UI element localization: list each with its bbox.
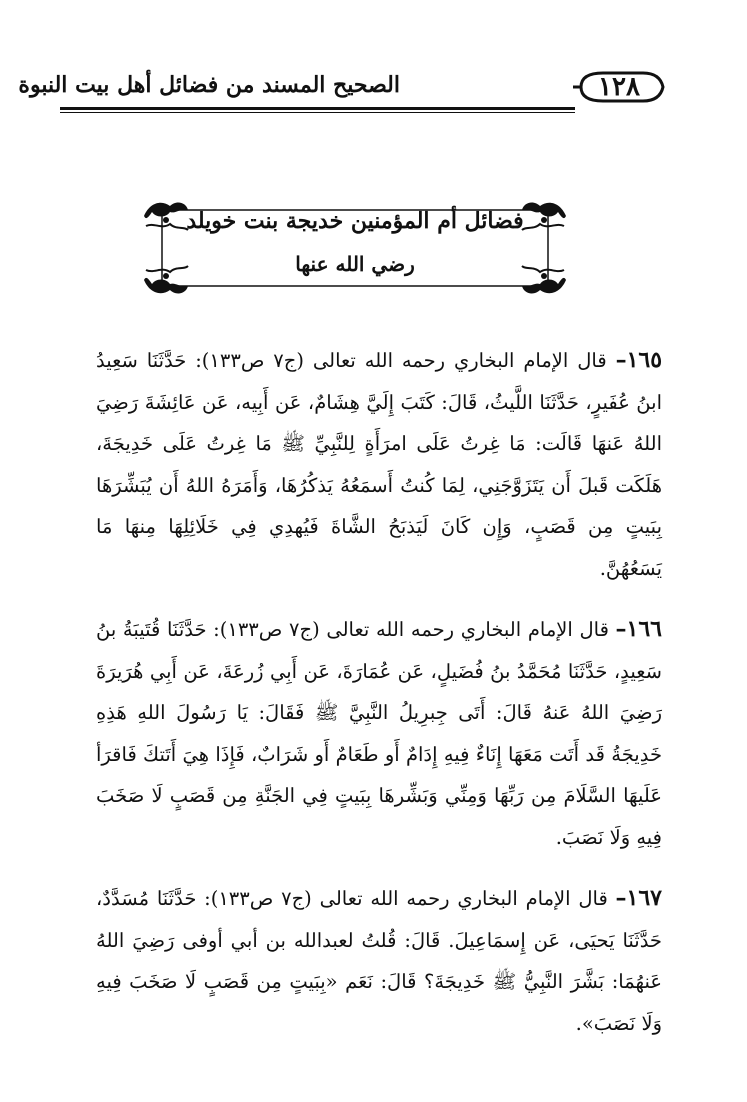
hadith-text: قال الإمام البخاري رحمه الله تعالى (ج٧ ص١٣٣): حَدَّثَنَا مُسَدَّدٌ، حَدَّثَنَا يَحيَى، عَن إِسمَاعِيلَ. قَالَ: قُلتُ لعبدالله بن أبي أوفى رَضِيَ اللهُ عَنهُمَا: بَشَّرَ النَّبِيُّ ﷺ خَدِيجَةَ؟ قَالَ: نَعَم «بِبَيتٍ مِن قَصَبٍ لَا صَخَبَ فِيهِ وَلَا نَصَبَ».	[96, 887, 662, 1035]
hadith-paragraph	[96, 609, 662, 858]
hadith-list	[96, 340, 662, 1064]
page-header	[18, 66, 665, 110]
page-number-badge	[573, 70, 665, 104]
hadith-number: ١٦٦–	[615, 616, 662, 642]
page-number: ١٢٨	[598, 72, 640, 102]
hadith-paragraph	[96, 340, 662, 589]
hadith-number: ١٦٧–	[615, 885, 662, 911]
chapter-title-frame	[140, 196, 570, 300]
hadith-text: قال الإمام البخاري رحمه الله تعالى (ج٧ ص١٣٣): حَدَّثَنَا سَعِيدُ ابنُ عُفَيرٍ، حَدَّثَنَا اللَّيثُ، قَالَ: كَتَبَ إِلَيَّ هِشَامٌ، عَن أَبِيه، عَن عَائِشَةَ رَضِيَ اللهُ عَنهَا قَالَت: مَا غِرتُ عَلَى امرَأَةٍ لِلنَّبِيِّ ﷺ مَا غِرتُ عَلَى خَدِيجَةَ، هَلَكَت قَبلَ أَن يَتَزَوَّجَنِي، لِمَا كُنتُ أَسمَعُهُ يَذكُرُهَا، وَأَمَرَهُ اللهُ أَن يُبَشِّرَهَا بِبَيتٍ مِن قَصَبٍ، وَإِن كَانَ لَيَذبَحُ الشَّاةَ فَيُهدِي فِي خَلَائِلِهَا مِنهَا مَا يَسَعُهُنَّ.	[96, 349, 662, 580]
hadith-text: قال الإمام البخاري رحمه الله تعالى (ج٧ ص١٣٣): حَدَّثَنَا قُتَيبَةُ بنُ سَعِيدٍ، حَدَّثَنَا مُحَمَّدُ بنُ فُضَيلٍ، عَن عُمَارَةَ، عَن أَبِي زُرعَةَ، عَن أَبِي هُرَيرَةَ رَضِيَ اللهُ عَنهُ قَالَ: أَتَى جِبرِيلُ النَّبِيَّ ﷺ فَقَالَ: يَا رَسُولَ اللهِ هَذِهِ خَدِيجَةُ قَد أَتَت مَعَهَا إِنَاءٌ فِيهِ إِدَامٌ أَو طَعَامٌ أَو شَرَابٌ، فَإِذَا هِيَ أَتَتكَ فَاقرَأ عَلَيهَا السَّلَامَ مِن رَبِّهَا وَمِنِّي وَبَشِّرهَا بِبَيتٍ فِي الجَنَّةِ مِن قَصَبٍ لَا صَخَبَ فِيهِ وَلَا نَصَبَ.	[96, 618, 662, 849]
chapter-title: فضائل أم المؤمنين خديجة بنت خويلد	[186, 208, 524, 234]
hadith-paragraph	[96, 878, 662, 1044]
chapter-subtitle: رضي الله عنها	[295, 252, 415, 276]
hadith-number: ١٦٥–	[615, 347, 663, 373]
header-rule	[60, 107, 575, 110]
book-title: الصحيح المسند من فضائل أهل بيت النبوة	[18, 72, 400, 98]
header-rule-thin	[60, 112, 575, 113]
